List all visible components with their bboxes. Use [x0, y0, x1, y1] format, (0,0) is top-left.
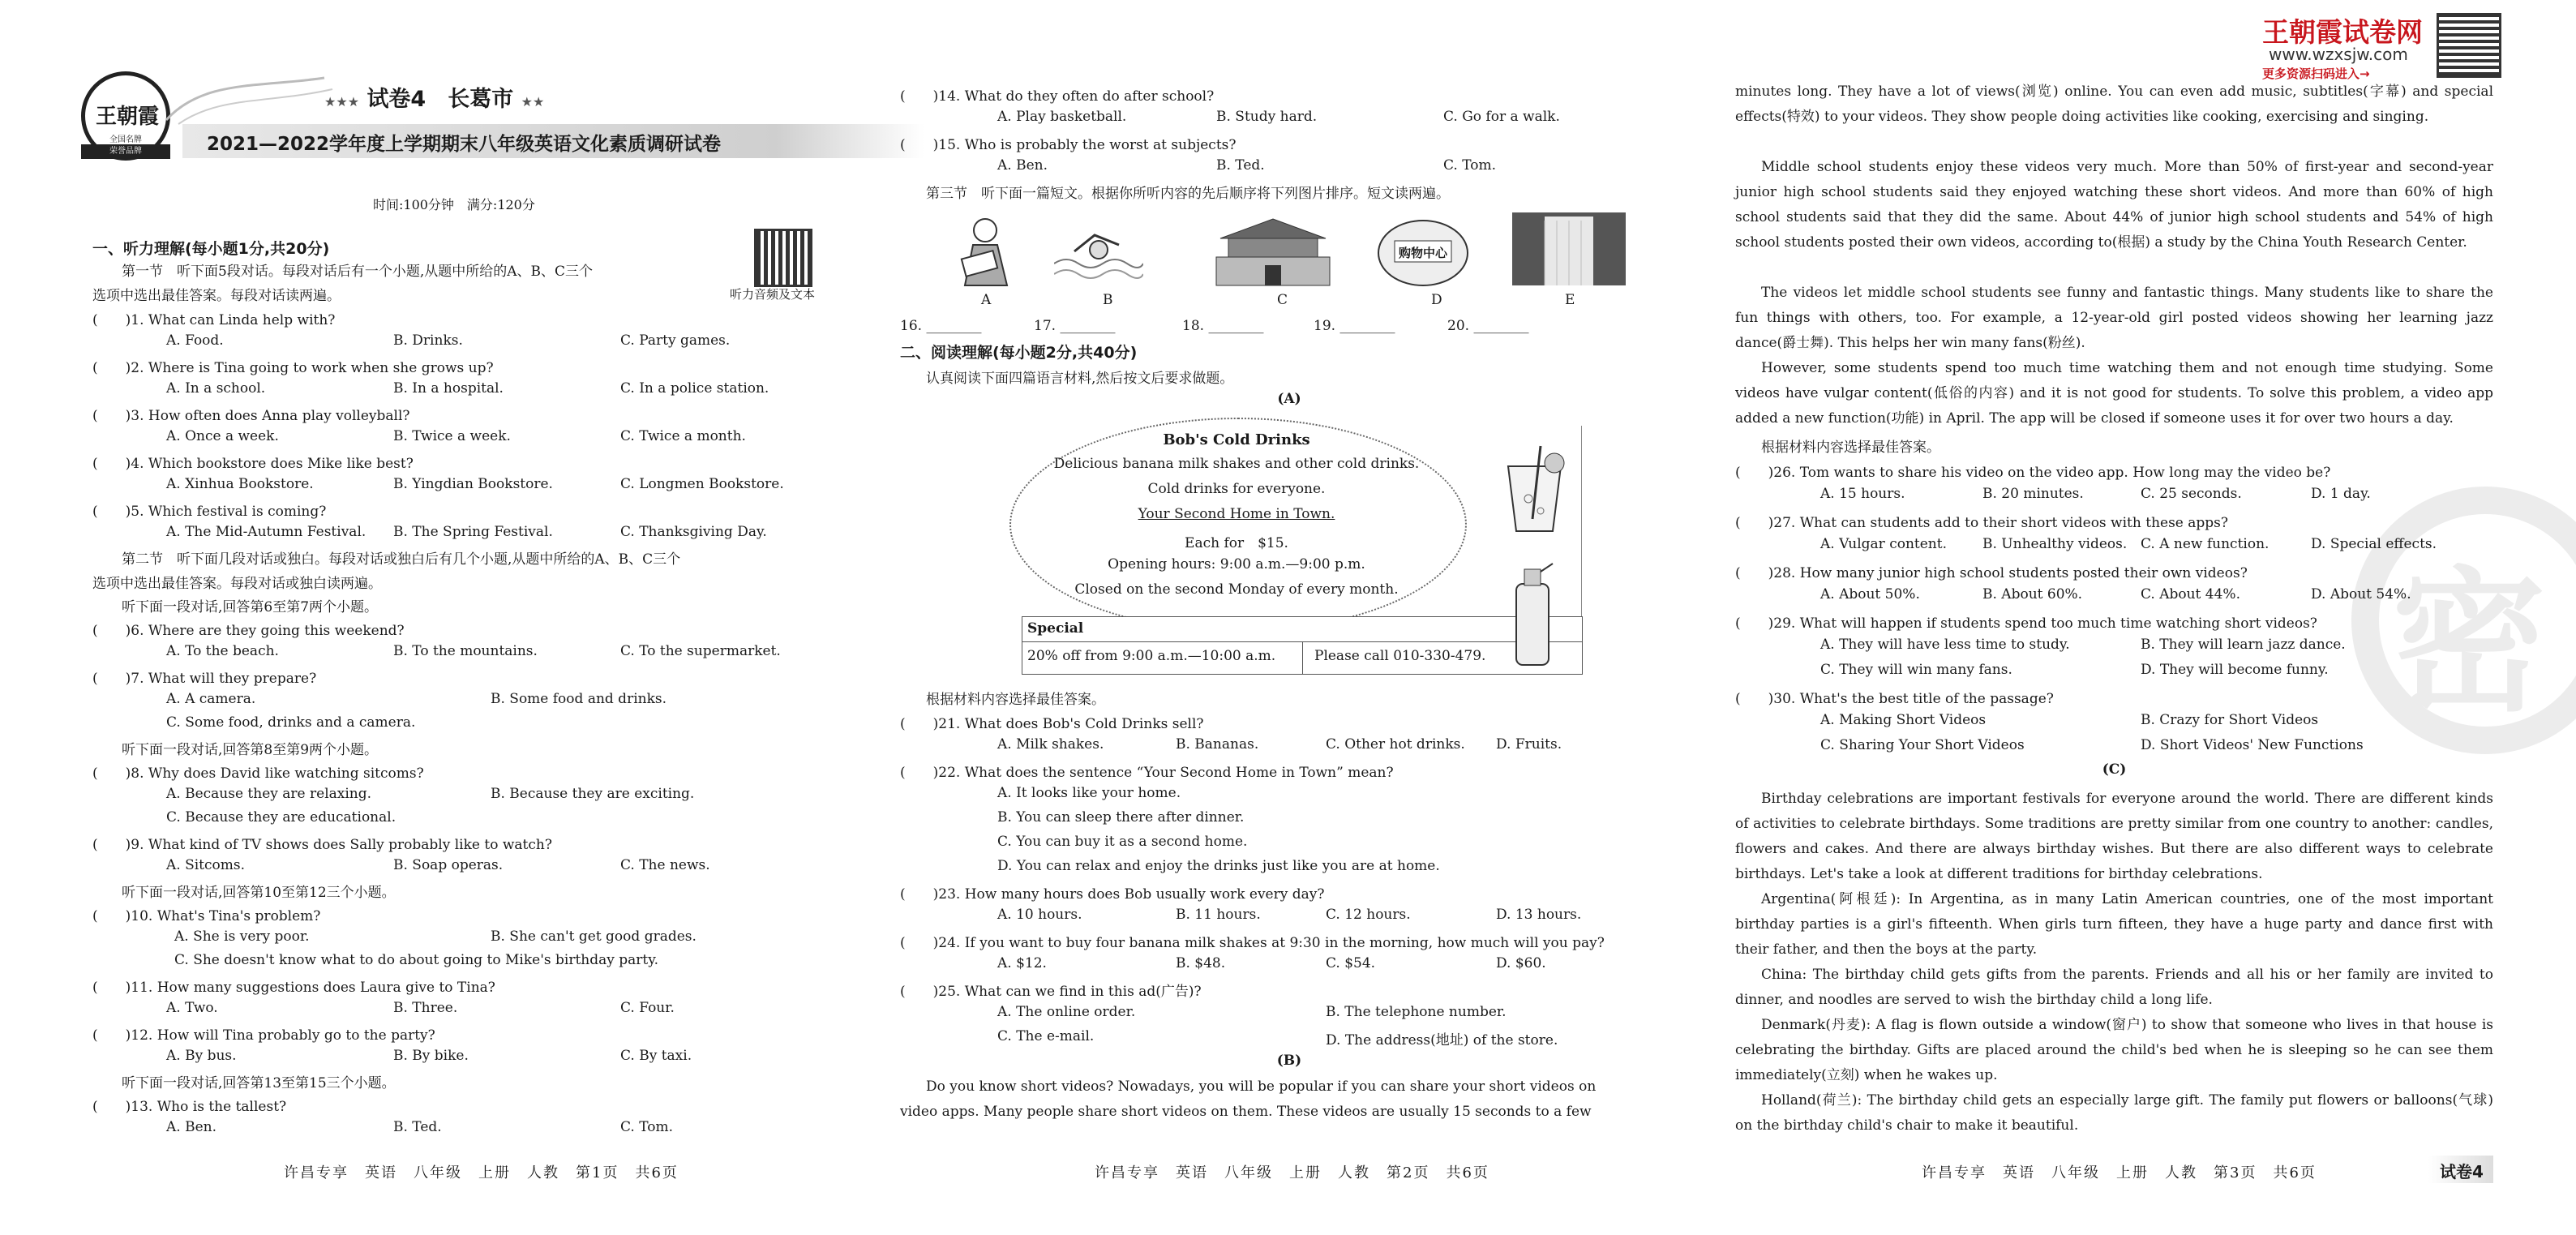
- q24-option-c[interactable]: C. $54.: [1326, 955, 1376, 971]
- question-5: ( )5. Which festival is coming?: [92, 504, 327, 520]
- q22-option-c[interactable]: C. You can buy it as a second home.: [997, 834, 1248, 850]
- question-22: ( )22. What does the sentence “Your Second Home in Town” mean?: [900, 765, 1394, 781]
- q22-option-d[interactable]: D. You can relax and enjoy the drinks just like you are at home.: [997, 858, 1440, 874]
- q29-option-a[interactable]: A. They will have less time to study.: [1820, 637, 2070, 653]
- question-9: ( )9. What kind of TV shows does Sally probably like to watch?: [92, 837, 552, 853]
- part-a-heading: (A): [1277, 391, 1301, 407]
- q21-option-d[interactable]: D. Fruits.: [1496, 736, 1562, 753]
- q3-option-a[interactable]: A. Once a week.: [166, 428, 279, 444]
- q15-option-a[interactable]: A. Ben.: [997, 157, 1048, 174]
- page-footer: 许昌专享 英语 八年级 上册 人教 第3页 共6页: [1922, 1164, 2317, 1181]
- q6-option-a[interactable]: A. To the beach.: [166, 643, 279, 659]
- passage-c-para-5: Holland(荷兰): The birthday child gets an especially large gift. The family put flowers or balloons(气球) on the birthday child's chair to make it beautiful.: [1735, 1092, 2493, 1134]
- q28-option-c[interactable]: C. About 44%.: [2141, 586, 2240, 602]
- answer-blank-17[interactable]: 17. ________: [1034, 318, 1116, 334]
- answer-blank-16[interactable]: 16. ________: [900, 318, 982, 334]
- passage-c-para-2: Argentina(阿根廷): In Argentina, as in many Latin American countries, one of the most important birthday parties is a girl's fifteenth. When girls turn fifteen, they have a huge party and dance first with their father, and then the boys at the party.: [1735, 891, 2493, 958]
- question-23: ( )23. How many hours does Bob usually work every day?: [900, 886, 1325, 903]
- q1-option-c[interactable]: C. Party games.: [620, 332, 731, 349]
- q10-option-a[interactable]: A. She is very poor.: [174, 928, 310, 945]
- answer-blank-18[interactable]: 18. ________: [1182, 318, 1264, 334]
- q7-option-c[interactable]: C. Some food, drinks and a camera.: [166, 714, 416, 731]
- q23-option-c[interactable]: C. 12 hours.: [1326, 907, 1411, 923]
- picture-a-reading-girl-icon: [949, 212, 1022, 289]
- picture-label-d: D: [1431, 292, 1442, 308]
- q25-option-b[interactable]: B. The telephone number.: [1326, 1004, 1507, 1020]
- question-7: ( )7. What will they prepare?: [92, 671, 317, 687]
- question-1: ( )1. What can Linda help with?: [92, 312, 336, 328]
- ad-slogan-text: Your Second Home in Town.: [1138, 506, 1335, 522]
- paper-tag-text: 试卷4: [2440, 1162, 2484, 1181]
- q12-option-a[interactable]: A. By bus.: [166, 1048, 237, 1064]
- q23-option-d[interactable]: D. 13 hours.: [1496, 907, 1582, 923]
- question-25: ( )25. What can we find in this ad(广告)?: [900, 984, 1202, 1000]
- special-box: [1022, 616, 1583, 675]
- q5-option-a[interactable]: A. The Mid-Autumn Festival.: [166, 524, 366, 540]
- q28-option-b[interactable]: B. About 60%.: [1982, 586, 2083, 602]
- q26-option-c[interactable]: C. 25 seconds.: [2141, 486, 2242, 502]
- q1-option-b[interactable]: B. Drinks.: [393, 332, 463, 349]
- q13-option-a[interactable]: A. Ben.: [166, 1119, 216, 1135]
- passage-b-line-2: video apps. Many people share short videos on them. These videos are usually 15 seconds to a few: [900, 1104, 1592, 1120]
- brand-tip: 更多资源扫码进入→: [2262, 66, 2370, 81]
- site-qr-code-icon[interactable]: [2437, 13, 2501, 78]
- answer-blank-19[interactable]: 19. ________: [1314, 318, 1395, 334]
- choose-instruction: 根据材料内容选择最佳答案。: [926, 692, 1105, 708]
- q14-option-c[interactable]: C. Go for a walk.: [1443, 109, 1560, 125]
- q26-option-b[interactable]: B. 20 minutes.: [1982, 486, 2084, 502]
- question-24: ( )24. If you want to buy four banana milk shakes at 9:30 in the morning, how much will you pay?: [900, 935, 1605, 951]
- q21-option-b[interactable]: B. Bananas.: [1176, 736, 1259, 753]
- stars-right: ★★: [521, 94, 545, 109]
- q8-option-a[interactable]: A. Because they are relaxing.: [166, 786, 372, 802]
- picture-label-b: B: [1103, 292, 1113, 308]
- q11-option-a[interactable]: A. Two.: [166, 1000, 218, 1016]
- decorative-swoosh-icon: [162, 71, 341, 128]
- section2-title: 二、阅读理解(每小题2分,共40分): [900, 344, 1138, 362]
- brand-name[interactable]: 王朝霞试卷网: [2262, 16, 2423, 48]
- question-14: ( )14. What do they often do after school?: [900, 88, 1215, 105]
- q27-option-a[interactable]: A. Vulgar content.: [1820, 536, 1947, 552]
- q13-option-c[interactable]: C. Tom.: [620, 1119, 673, 1135]
- question-4: ( )4. Which bookstore does Mike like best?: [92, 456, 414, 472]
- passage-b-line-1: Do you know short videos? Nowadays, you will be popular if you can share your short videos on: [926, 1078, 1597, 1095]
- logo-subtext: 全国名牌: [109, 135, 142, 144]
- cold-drink-glass-icon: [1496, 442, 1569, 539]
- question-3: ( )3. How often does Anna play volleyball?: [92, 408, 410, 424]
- q28-option-a[interactable]: A. About 50%.: [1820, 586, 1920, 602]
- q21-option-a[interactable]: A. Milk shakes.: [997, 736, 1104, 753]
- q3-option-c[interactable]: C. Twice a month.: [620, 428, 746, 444]
- section1-title: 一、听力理解(每小题1分,共20分): [92, 240, 330, 258]
- paper-heading: [324, 81, 544, 113]
- q3-option-b[interactable]: B. Twice a week.: [393, 428, 511, 444]
- q2-option-a[interactable]: A. In a school.: [166, 380, 266, 397]
- q25-option-a[interactable]: A. The online order.: [997, 1004, 1136, 1020]
- question-2: ( )2. Where is Tina going to work when she grows up?: [92, 360, 494, 376]
- special-divider: [1302, 641, 1303, 674]
- q21-option-c[interactable]: C. Other hot drinks.: [1326, 736, 1465, 753]
- ad-closed: Closed on the second Monday of every month.: [1074, 581, 1399, 598]
- q24-option-a[interactable]: A. $12.: [997, 955, 1047, 971]
- ad-line-4: Each for $15.: [1185, 535, 1288, 551]
- logo-ribbon-text: 荣誉品牌: [109, 147, 142, 156]
- q29-option-b[interactable]: B. They will learn jazz dance.: [2141, 637, 2346, 653]
- picture-label-a: A: [981, 292, 992, 308]
- passage-c-para-3: China: The birthday child gets gifts from the parents. Friends and all his or her family are invited to dinner, and noodles are served to wish the birthday child a long life.: [1735, 967, 2493, 1008]
- special-title: Special: [1027, 620, 1084, 637]
- logo-text: 王朝霞: [95, 105, 159, 129]
- picture-e-waterfall-icon: [1512, 212, 1626, 289]
- page-2: [900, 0, 1678, 1235]
- q9-option-c[interactable]: C. The news.: [620, 857, 710, 873]
- qr-code-icon[interactable]: [754, 229, 812, 287]
- watermark-text: 密: [2392, 551, 2547, 732]
- question-15: ( )15. Who is probably the worst at subjects?: [900, 137, 1237, 153]
- shop-sign: 购物中心: [1399, 246, 1448, 260]
- main-title: 2021—2022学年度上学期期末八年级英语文化素质调研试卷: [207, 134, 722, 155]
- page-3: [1735, 0, 2547, 1235]
- q2-option-b[interactable]: B. In a hospital.: [393, 380, 504, 397]
- q30-option-b[interactable]: B. Crazy for Short Videos: [2141, 712, 2319, 728]
- q30-option-d[interactable]: D. Short Videos' New Functions: [2141, 737, 2364, 753]
- q11-option-c[interactable]: C. Four.: [620, 1000, 675, 1016]
- ad-line-1: Delicious banana milk shakes and other cold drinks.: [1053, 456, 1420, 472]
- choose-instruction: 根据材料内容选择最佳答案。: [1761, 440, 1940, 456]
- picture-label-e: E: [1565, 292, 1575, 308]
- part-c-heading: (C): [2102, 761, 2127, 778]
- page-footer: 许昌专享 英语 八年级 上册 人教 第1页 共6页: [284, 1164, 679, 1181]
- passage-b-para-4: However, some students spend too much time watching them and not enough time studying. Some videos have vulgar content(低俗的内容) and it is not good for students. To solve this problem, a video app added a new function(功能) in April. The app will be closed if someone uses it for over two hours a day.: [1735, 360, 2493, 427]
- q24-option-b[interactable]: B. $48.: [1176, 955, 1226, 971]
- q22-option-b[interactable]: B. You can sleep there after dinner.: [997, 809, 1245, 825]
- ad-hours: Opening hours: 9:00 a.m.—9:00 p.m.: [1108, 556, 1365, 572]
- q30-option-c[interactable]: C. Sharing Your Short Videos: [1820, 737, 2025, 753]
- brand-url[interactable]: www.wzxsjw.com: [2269, 45, 2408, 64]
- logo-ribbon: [81, 144, 170, 159]
- listen-instruction: 听下面一段对话,回答第10至第12三个小题。: [122, 885, 396, 901]
- q15-option-b[interactable]: B. Ted.: [1216, 157, 1265, 174]
- q25-option-c[interactable]: C. The e-mail.: [997, 1028, 1095, 1044]
- question-11: ( )11. How many suggestions does Laura give to Tina?: [92, 980, 495, 996]
- question-30: ( )30. What's the best title of the passage?: [1735, 691, 2054, 707]
- question-13: ( )13. Who is the tallest?: [92, 1099, 287, 1115]
- q2-option-c[interactable]: C. In a police station.: [620, 380, 769, 397]
- q9-option-a[interactable]: A. Sitcoms.: [166, 857, 246, 873]
- question-29: ( )29. What will happen if students spend too much time watching short videos?: [1735, 615, 2317, 632]
- passage-c-para-1: Birthday celebrations are important festivals for everyone around the world. There are different kinds of activities to celebrate birthdays. Some traditions are pretty similar from one country to another: candles, flowers and cakes. And there are always birthday wishes. But there are also different ways to celebrate birthdays. Let's take a look at different traditions for birthday celebrations.: [1735, 791, 2493, 882]
- picture-label-c: C: [1277, 292, 1288, 308]
- part1-intro-cont: 选项中选出最佳答案。每段对话读两遍。: [92, 288, 341, 304]
- q30-option-a[interactable]: A. Making Short Videos: [1820, 712, 1987, 728]
- question-12: ( )12. How will Tina probably go to the party?: [92, 1027, 435, 1044]
- q10-option-b[interactable]: B. She can't get good grades.: [491, 928, 697, 945]
- passage-b-para-2: Middle school students enjoy these videos very much. More than 50% of first-year and second-year junior high school students said they enjoyed watching these short videos. And more than 60% of high school students said that they did the same. About 44% of junior high school students and 54% of high school students posted their own videos, according to(根据) a study by the China Youth Research Center.: [1735, 159, 2493, 251]
- q5-option-c[interactable]: C. Thanksgiving Day.: [620, 524, 767, 540]
- special-offer: 20% off from 9:00 a.m.—10:00 a.m.: [1027, 648, 1276, 664]
- listen-instruction: 听下面一段对话,回答第8至第9两个小题。: [122, 742, 379, 758]
- q8-option-b[interactable]: B. Because they are exciting.: [491, 786, 695, 802]
- q28-option-d[interactable]: D. About 54%.: [2311, 586, 2411, 602]
- q29-option-c[interactable]: C. They will win many fans.: [1820, 662, 2012, 678]
- q26-option-a[interactable]: A. 15 hours.: [1820, 486, 1905, 502]
- q25-option-d[interactable]: D. The address(地址) of the store.: [1326, 1032, 1558, 1048]
- page-footer: 许昌专享 英语 八年级 上册 人教 第2页 共6页: [1095, 1164, 1489, 1181]
- part3-intro: 第三节 听下面一篇短文。根据你所听内容的先后顺序将下列图片排序。短文读两遍。: [926, 186, 1450, 202]
- q7-option-a[interactable]: A. A camera.: [166, 691, 256, 707]
- q13-option-b[interactable]: B. Ted.: [393, 1119, 442, 1135]
- q27-option-d[interactable]: D. Special effects.: [2311, 536, 2437, 552]
- q27-option-b[interactable]: B. Unhealthy videos.: [1982, 536, 2128, 552]
- part2-intro: 第二节 听下面几段对话或独白。每段对话或独白后有几个小题,从题中所给的A、B、C三个: [122, 551, 681, 568]
- special-phone: Please call 010-330-479.: [1314, 648, 1486, 664]
- passage-b-para-3: The videos let middle school students see funny and fantastic things. Many students like to share the fun things with others, too. For example, a 12-year-old girl posted videos showing her learning jazz dance(爵士舞). This helps her win many fans(粉丝).: [1735, 285, 2493, 351]
- section2-intro: 认真阅读下面四篇语言材料,然后按文后要求做题。: [926, 371, 1234, 387]
- q11-option-b[interactable]: B. Three.: [393, 1000, 458, 1016]
- listen-instruction: 听下面一段对话,回答第13至第15三个小题。: [122, 1075, 396, 1091]
- question-8: ( )8. Why does David like watching sitcoms?: [92, 765, 424, 782]
- q6-option-b[interactable]: B. To the mountains.: [393, 643, 538, 659]
- question-27: ( )27. What can students add to their short videos with these apps?: [1735, 515, 2228, 531]
- main-title-bar: [182, 124, 924, 158]
- q26-option-d[interactable]: D. 1 day.: [2311, 486, 2371, 502]
- q23-option-a[interactable]: A. 10 hours.: [997, 907, 1082, 923]
- drink-bottle-icon: [1504, 560, 1561, 673]
- q5-option-b[interactable]: B. The Spring Festival.: [393, 524, 553, 540]
- q14-option-a[interactable]: A. Play basketball.: [997, 109, 1127, 125]
- question-28: ( )28. How many junior high school students posted their own videos?: [1735, 565, 2248, 581]
- special-hline: [1022, 641, 1582, 642]
- paper-tag: [2428, 1156, 2493, 1183]
- paper-title: 试卷4 长葛市: [366, 87, 514, 112]
- q12-option-b[interactable]: B. By bike.: [393, 1048, 469, 1064]
- q4-option-c[interactable]: C. Longmen Bookstore.: [620, 476, 784, 492]
- stars-left: ★★★: [324, 94, 360, 109]
- part-b-heading: (B): [1276, 1053, 1302, 1069]
- passage-c-para-4: Denmark(丹麦): A flag is flown outside a window(窗户) to show that someone who lives in that house is celebrating the birthday. Gifts are placed around the child's bed when he is sleeping so he can see them immediately(立刻) when he wakes up.: [1735, 1017, 2493, 1083]
- question-10: ( )10. What's Tina's problem?: [92, 908, 321, 924]
- q27-option-c[interactable]: C. A new function.: [2141, 536, 2270, 552]
- listen-instruction: 听下面一段对话,回答第6至第7两个小题。: [122, 599, 379, 615]
- question-26: ( )26. Tom wants to share his video on the video app. How long may the video be?: [1735, 465, 2331, 481]
- q15-option-c[interactable]: C. Tom.: [1443, 157, 1496, 174]
- part1-intro: 第一节 听下面5段对话。每段对话后有一个小题,从题中所给的A、B、C三个: [122, 264, 593, 280]
- q8-option-c[interactable]: C. Because they are educational.: [166, 809, 396, 825]
- q4-option-a[interactable]: A. Xinhua Bookstore.: [166, 476, 314, 492]
- page-1: [81, 0, 859, 1235]
- q24-option-d[interactable]: D. $60.: [1496, 955, 1546, 971]
- passage-b-para-1: minutes long. They have a lot of views(浏览) online. You can even add music, subtitles(字幕) and special effects(特效) to your videos. They show people doing activities like cooking, exercising and singing.: [1735, 84, 2493, 125]
- picture-b-swimmer-icon: [1054, 219, 1143, 288]
- part2-intro-cont: 选项中选出最佳答案。每段对话或独白读两遍。: [92, 576, 382, 592]
- q6-option-c[interactable]: C. To the supermarket.: [620, 643, 781, 659]
- q4-option-b[interactable]: B. Yingdian Bookstore.: [393, 476, 553, 492]
- qr-caption: 听力音频及文本: [730, 287, 816, 302]
- q1-option-a[interactable]: A. Food.: [166, 332, 224, 349]
- picture-c-tiananmen-icon: [1212, 212, 1334, 289]
- answer-blank-20[interactable]: 20. ________: [1447, 318, 1529, 334]
- ad-title: Bob's Cold Drinks: [1163, 431, 1310, 448]
- q14-option-b[interactable]: B. Study hard.: [1216, 109, 1318, 125]
- q23-option-b[interactable]: B. 11 hours.: [1176, 907, 1261, 923]
- q9-option-b[interactable]: B. Soap operas.: [393, 857, 504, 873]
- question-6: ( )6. Where are they going this weekend?: [92, 623, 405, 639]
- time-score: 时间:100分钟 满分:120分: [373, 197, 535, 212]
- q10-option-c[interactable]: C. She doesn't know what to do about going to Mike's birthday party.: [174, 952, 659, 968]
- ad-line-2: Cold drinks for everyone.: [1147, 481, 1326, 497]
- q7-option-b[interactable]: B. Some food and drinks.: [491, 691, 667, 707]
- q22-option-a[interactable]: A. It looks like your home.: [997, 785, 1181, 801]
- q12-option-c[interactable]: C. By taxi.: [620, 1048, 692, 1064]
- q29-option-d[interactable]: D. They will become funny.: [2141, 662, 2329, 678]
- question-21: ( )21. What does Bob's Cold Drinks sell?: [900, 716, 1204, 732]
